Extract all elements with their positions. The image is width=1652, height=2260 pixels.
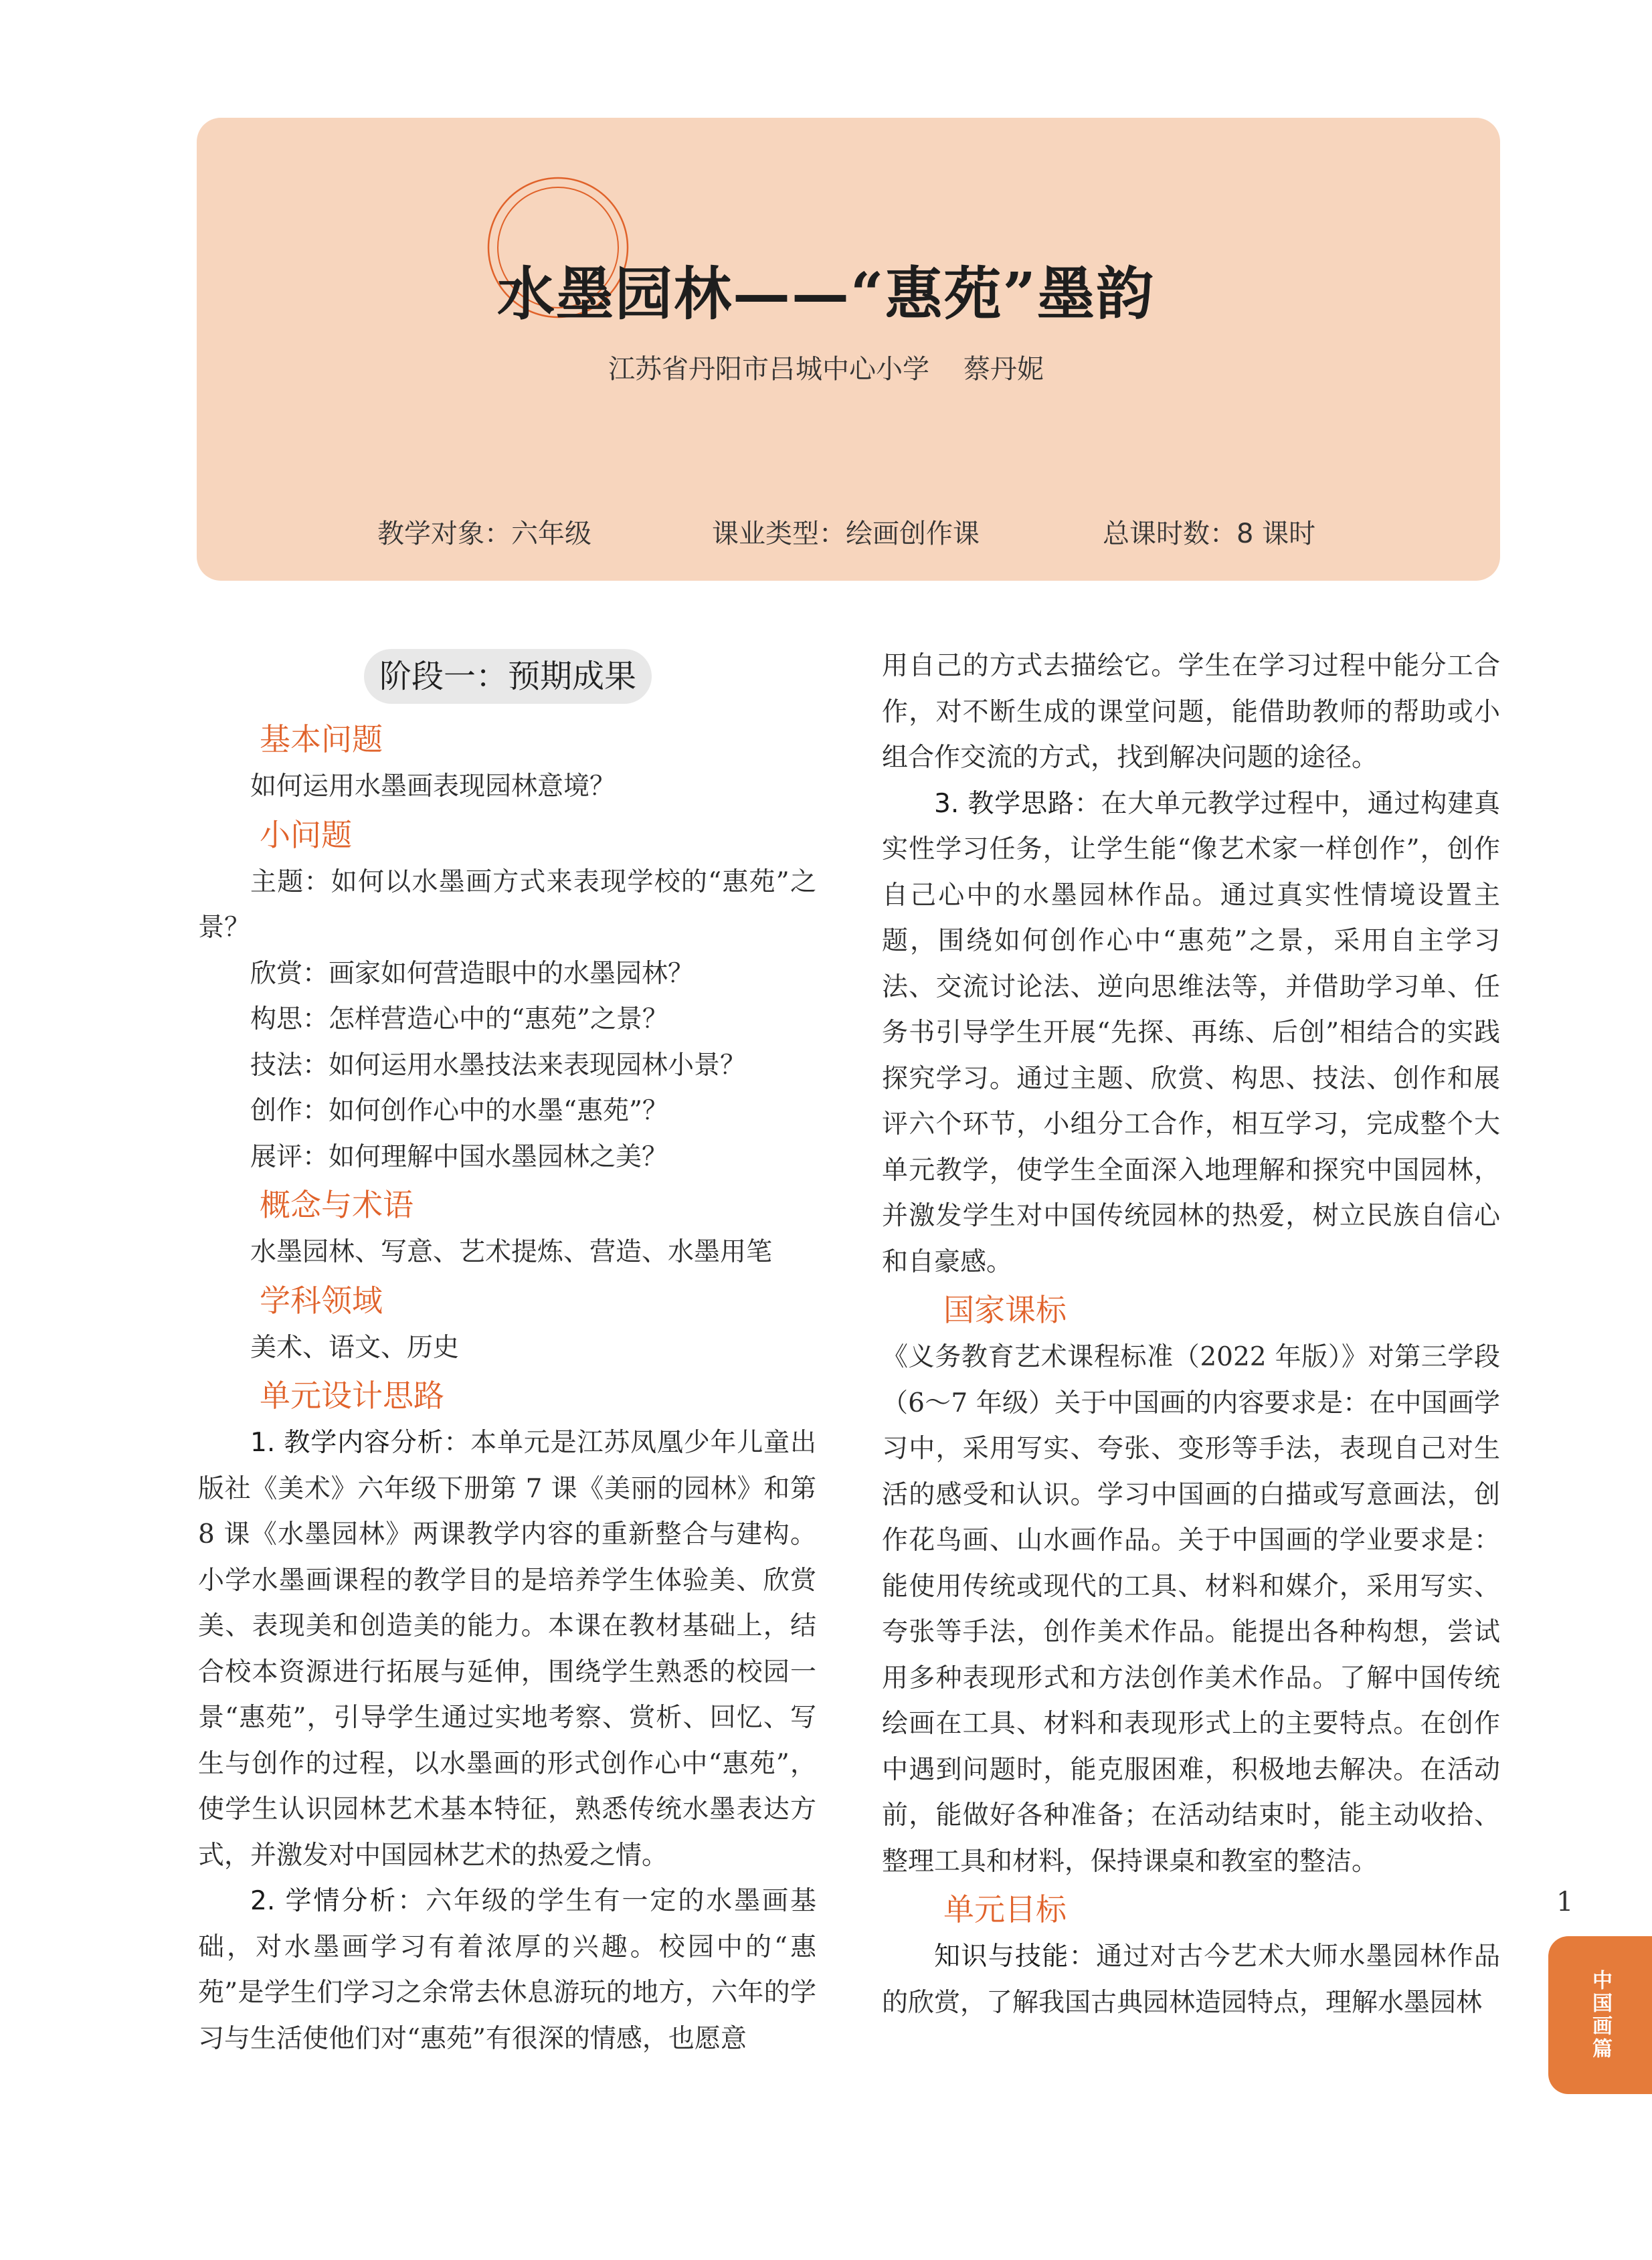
section-tab: 中国画篇: [1548, 1936, 1652, 2094]
section-heading: 学科领域: [260, 1282, 383, 1319]
meta-course-type: 课业类型：绘画创作课: [712, 519, 980, 549]
paragraph: 展评：如何理解中国水墨园林之美？: [250, 1141, 668, 1172]
page-number: 1: [1556, 1887, 1574, 1917]
paragraph: 构思：怎样营造心中的“惠苑”之景？: [250, 1004, 668, 1034]
section-heading: 单元设计思路: [260, 1378, 444, 1414]
paragraph: 1. 教学内容分析：本单元是江苏凤凰少年儿童出版社《美术》六年级下册第 7 课《美丽的园林》和第 8 课《水墨园林》两课教学内容的重新整合与建构。小学水墨画课程的教学目的是培养学生体验美、欣赏美、表现美和创造美的能力。本课在教材基础上，结合校本资源进行拓展与延伸，围绕学生熟悉的校园一景“惠苑”，引导学生通过实地考察、赏析、回忆、写生与创作的过程，以水墨画的形式创作心中“惠苑”，使学生认识园林艺术基本特征，熟悉传统水墨表达方式，并激发对中国园林艺术的热爱之情。: [198, 1428, 816, 1871]
author-name: 蔡丹妮: [963, 354, 1044, 385]
section-heading: 概念与术语: [260, 1187, 414, 1223]
paragraph: 如何运用水墨画表现园林意境？: [250, 771, 616, 802]
page-title: 水墨园林——“惠苑”墨韵: [497, 260, 1155, 328]
section-heading: 小问题: [260, 816, 352, 853]
stage-heading: 阶段一：预期成果: [364, 649, 652, 704]
paragraph: 水墨园林、写意、艺术提炼、营造、水墨用笔: [250, 1237, 773, 1267]
paragraph: 欣赏：画家如何营造眼中的水墨园林？: [250, 958, 695, 989]
meta-audience: 教学对象：六年级: [377, 519, 591, 549]
meta-total-hours: 总课时数：8 课时: [1103, 519, 1316, 549]
author-school: 江苏省丹阳市吕城中心小学: [608, 354, 930, 385]
paragraph: 3. 教学思路：在大单元教学过程中，通过构建真实性学习任务，让学生能“像艺术家一样创作”，创作自己心中的水墨园林作品。通过真实性情境设置主题，围绕如何创作心中“惠苑”之景，采用自主学习法、交流讨论法、逆向思维法等，并借助学习单、任务书引导学生开展“先探、再练、后创”相结合的实践探究学习。通过主题、欣赏、构思、技法、创作和展评六个环节，小组分工合作，相互学习，完成整个大单元教学，使学生全面深入地理解和探究中国园林，并激发学生对中国传统园林的热爱，树立民族自信心和自豪感。: [882, 788, 1500, 1277]
paragraph: 用自己的方式去描绘它。学生在学习过程中能分工合作，对不断生成的课堂问题，能借助教师的帮助或小组合作交流的方式，找到解决问题的途径。: [882, 651, 1500, 773]
section-heading: 基本问题: [260, 721, 383, 757]
section-heading: 单元目标: [943, 1891, 1067, 1927]
left-column: [198, 715, 816, 2062]
paragraph: 主题：如何以水墨画方式来表现学校的“惠苑”之景？: [198, 866, 816, 943]
paragraph: 《义务教育艺术课程标准（2022 年版）》对第三学段（6～7 年级）关于中国画的内容要求是：在中国画学习中，采用写实、夸张、变形等手法，表现自己对生活的感受和认识。学习中国画的白描或写意画法，创作花鸟画、山水画作品。关于中国画的学业要求是：能使用传统或现代的工具、材料和媒介，采用写实、夸张等手法，创作美术作品。能提出各种构想，尝试用多种表现形式和方法创作美术作品。了解中国传统绘画在工具、材料和表现形式上的主要特点。在创作中遇到问题时，能克服困难，积极地去解决。在活动前，能做好各种准备；在活动结束时，能主动收拾、整理工具和材料，保持课桌和教室的整洁。: [882, 1342, 1500, 1877]
paragraph: 技法：如何运用水墨技法来表现园林小景？: [250, 1050, 747, 1080]
paragraph: 美术、语文、历史: [250, 1332, 460, 1363]
paragraph: 创作：如何创作心中的水墨“惠苑”？: [250, 1096, 668, 1126]
section-heading: 国家课标: [943, 1292, 1067, 1328]
paragraph: 2. 学情分析：六年级的学生有一定的水墨画基础，对水墨画学习有着浓厚的兴趣。校园中的“惠苑”是学生们学习之余常去休息游玩的地方，六年的学习与生活使他们对“惠苑”有很深的情感，也愿意: [198, 1886, 816, 2054]
right-column: [882, 644, 1500, 2026]
author-line: [0, 348, 1652, 386]
paragraph: 知识与技能：通过对古今艺术大师水墨园林作品的欣赏，了解我国古典园林造园特点，理解水墨园林: [882, 1942, 1500, 2018]
